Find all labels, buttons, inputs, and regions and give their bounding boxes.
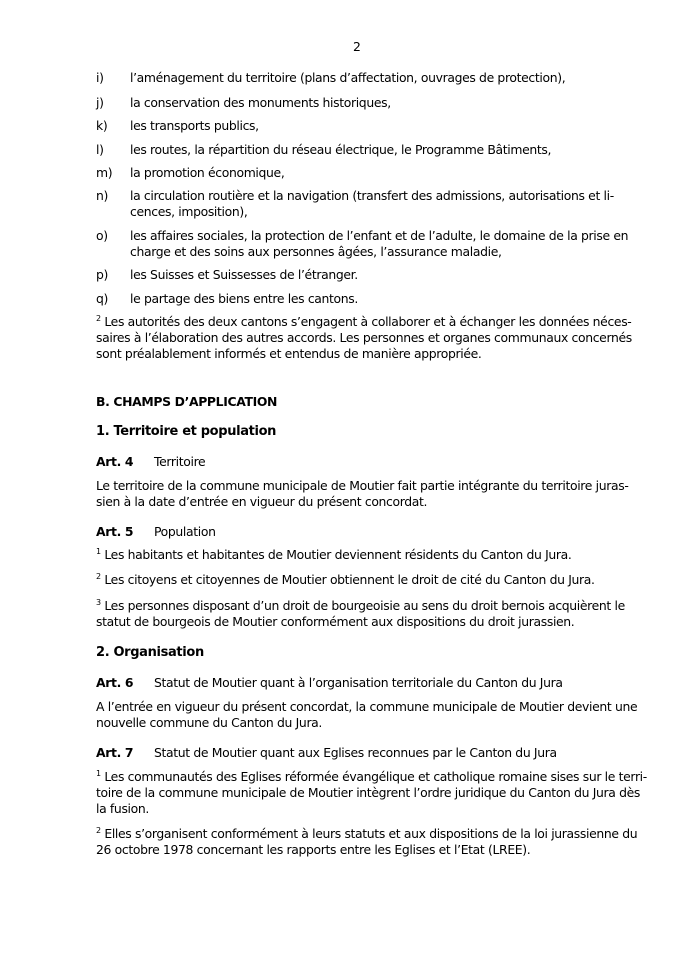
superscript: 3 (96, 598, 101, 607)
list-item-text: charge et des soins aux personnes âgées, l’assurance maladie, (130, 244, 502, 259)
superscript: 2 (96, 572, 101, 581)
paragraph-line: Le territoire de la commune municipale de Moutier fait partie intégrante du territoire juras- (96, 478, 629, 493)
paragraph-line: $^2$ Les autorités des deux cantons s’engagent à collaborer et à échanger les données néces- (96, 314, 632, 329)
paragraph-line: statut de bourgeois de Moutier conformément aux dispositions du droit jurassien. (96, 614, 575, 629)
paragraph-line: $^1$ Les habitants et habitantes de Moutier deviennent résidents du Canton du Jura. (96, 547, 572, 562)
list-item-text: les affaires sociales, la protection de l’enfant et de l’adulte, le domaine de la prise en (130, 228, 629, 243)
list-item-label: k) (96, 118, 108, 133)
list-item-text: la promotion économique, (130, 165, 285, 180)
list-item-label: j) (96, 95, 104, 110)
list-item-text: l’aménagement du territoire (plans d’affectation, ouvrages de protection), (130, 70, 566, 85)
article-title: Statut de Moutier quant aux Eglises reconnues par le Canton du Jura (154, 745, 557, 760)
list-item-text: la conservation des monuments historiques, (130, 95, 391, 110)
list-item-text: les transports publics, (130, 118, 259, 133)
list-item-label: i) (96, 70, 104, 85)
paragraph-line: $^2$ Les citoyens et citoyennes de Moutier obtiennent le droit de cité du Canton du Jura. (96, 572, 595, 587)
subsection-heading: 2. Organisation (96, 645, 204, 660)
paragraph-line: sont préalablement informés et entendus de manière appropriée. (96, 346, 482, 361)
page-number: 2 (353, 39, 361, 54)
list-item-text: cences, imposition), (130, 204, 248, 219)
article-title: Territoire (154, 454, 206, 469)
paragraph-line: $^1$ Les communautés des Eglises réformée évangélique et catholique romaine sises sur le terri- (96, 769, 647, 784)
list-item-label: p) (96, 267, 108, 282)
list-item-label: m) (96, 165, 113, 180)
article-number: Art. 4 (96, 454, 134, 469)
article-number: Art. 6 (96, 675, 134, 690)
list-item-text: le partage des biens entre les cantons. (130, 291, 358, 306)
section-heading: B. CHAMPS D’APPLICATION (96, 394, 278, 409)
paragraph-line: sien à la date d’entrée en vigueur du présent concordat. (96, 494, 428, 509)
superscript: 2 (96, 314, 101, 323)
list-item-text: la circulation routière et la navigation (transfert des admissions, autorisations et li- (130, 188, 614, 203)
list-item-label: q) (96, 291, 108, 306)
paragraph-line: $^2$ Elles s’organisent conformément à leurs statuts et aux dispositions de la loi jurassienne du (96, 826, 638, 841)
list-item-label: l) (96, 142, 104, 157)
subsection-heading: 1. Territoire et population (96, 424, 277, 439)
superscript: 1 (96, 547, 101, 556)
paragraph-line: la fusion. (96, 801, 149, 816)
superscript: 1 (96, 769, 101, 778)
paragraph-line: toire de la commune municipale de Moutier intègrent l’ordre juridique du Canton du Jura dès (96, 785, 641, 800)
superscript: 2 (96, 826, 101, 835)
article-title: Population (154, 524, 216, 539)
paragraph-line: $^3$ Les personnes disposant d’un droit de bourgeoisie au sens du droit bernois acquièrent le (96, 598, 625, 613)
article-title: Statut de Moutier quant à l’organisation territoriale du Canton du Jura (154, 675, 563, 690)
paragraph-line: saires à l’élaboration des autres accords. Les personnes et organes communaux concernés (96, 330, 632, 345)
list-item-text: les Suisses et Suissesses de l’étranger. (130, 267, 358, 282)
article-number: Art. 5 (96, 524, 134, 539)
article-number: Art. 7 (96, 745, 134, 760)
list-item-label: o) (96, 228, 108, 243)
paragraph-line: 26 octobre 1978 concernant les rapports entre les Eglises et l’Etat (LREE). (96, 842, 531, 857)
paragraph-line: nouvelle commune du Canton du Jura. (96, 715, 323, 730)
paragraph-line: A l’entrée en vigueur du présent concordat, la commune municipale de Moutier devient une (96, 699, 638, 714)
list-item-text: les routes, la répartition du réseau électrique, le Programme Bâtiments, (130, 142, 552, 157)
list-item-label: n) (96, 188, 108, 203)
